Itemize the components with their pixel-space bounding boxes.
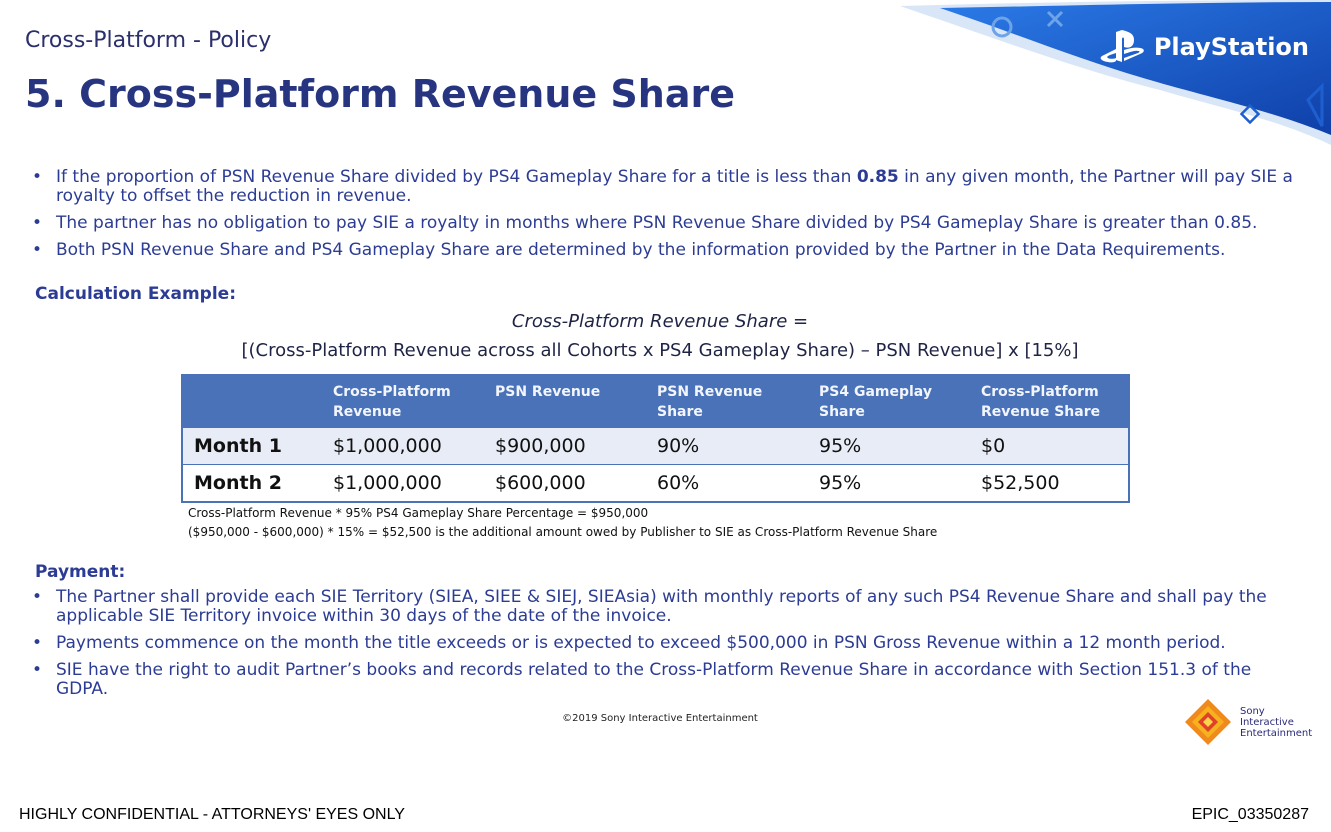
list-item: • Payments commence on the month the title exceeds or is expected to exceed $500,000 in PSN Gross Revenue within a 12 month period. [32, 633, 1226, 653]
sie-logo-text: Sony Interactive Entertainment [1240, 705, 1313, 739]
column-header: PSN Revenue Share [649, 375, 811, 428]
brand-name: PlayStation [1153, 33, 1309, 61]
revenue-share-table [181, 374, 1130, 503]
column-header: Cross-Platform Revenue [325, 375, 487, 428]
column-header: Cross-Platform Revenue Share [973, 375, 1129, 428]
sie-logo [1184, 698, 1312, 746]
formula-expression: [(Cross-Platform Revenue across all Cohorts x PS4 Gameplay Share) – PSN Revenue] x [15%] [241, 340, 1079, 361]
bullet-icon: • [32, 587, 43, 607]
bullet-icon: • [32, 633, 43, 653]
sie-logo-icon [1184, 698, 1232, 746]
table-cell: $52,500 [973, 465, 1129, 503]
table-cell: 95% [811, 465, 973, 503]
bullet-icon: • [32, 213, 43, 233]
table-cell: $1,000,000 [325, 465, 487, 503]
bullet-icon: • [32, 167, 43, 187]
table-cell: $600,000 [487, 465, 649, 503]
table-row [182, 428, 1129, 465]
list-item: • The Partner shall provide each SIE Territory (SIEA, SIEE & SIEJ, SIEAsia) with monthly reports of any such PS4 Revenue Share and shall pay the applicable SIE Territory invoice within 30 days of the date of the invoice. [32, 587, 1267, 626]
table-header-row [182, 375, 1129, 428]
playstation-logo [1100, 30, 1309, 64]
table-cell: 90% [649, 428, 811, 465]
calculation-note: ($950,000 - $600,000) * 15% = $52,500 is the additional amount owed by Publisher to SIE as Cross-Platform Revenue Share [188, 525, 938, 539]
table-cell: $0 [973, 428, 1129, 465]
payment-bullets [30, 588, 1300, 707]
playstation-banner [880, 0, 1331, 145]
playstation-icon [1100, 30, 1144, 64]
table-cell: 95% [811, 428, 973, 465]
table-cell: 60% [649, 465, 811, 503]
copyright: ©2019 Sony Interactive Entertainment [562, 713, 758, 724]
page-title: 5. Cross-Platform Revenue Share [25, 72, 735, 116]
policy-bullets [30, 168, 1300, 268]
column-header [182, 375, 325, 428]
bullet-icon: • [32, 660, 43, 680]
payment-heading: Payment: [35, 562, 126, 582]
table-cell: $900,000 [487, 428, 649, 465]
row-header: Month 2 [182, 465, 325, 503]
calculation-heading: Calculation Example: [35, 284, 236, 304]
section-subtitle: Cross-Platform - Policy [25, 28, 272, 53]
list-item: • SIE have the right to audit Partner’s books and records related to the Cross-Platform Revenue Share in accordance with Section 151.3 of the GDPA. [32, 660, 1252, 699]
list-item: • Both PSN Revenue Share and PS4 Gameplay Share are determined by the information provided by the Partner in the Data Requirements. [32, 240, 1226, 260]
bullet-icon: • [32, 240, 43, 260]
table-row [182, 465, 1129, 503]
formula-label: Cross-Platform Revenue Share = [511, 311, 809, 332]
list-item: • If the proportion of PSN Revenue Share divided by PS4 Gameplay Share for a title is less than 0.85 in any given month, the Partner will pay SIE a royalty to offset the reduction in revenue. [32, 167, 1293, 206]
row-header: Month 1 [182, 428, 325, 465]
list-item: • The partner has no obligation to pay SIE a royalty in months where PSN Revenue Share divided by PS4 Gameplay Share is greater than 0.85. [32, 213, 1258, 233]
table-cell: $1,000,000 [325, 428, 487, 465]
bates-number: EPIC_03350287 [1191, 806, 1309, 823]
column-header: PSN Revenue [487, 375, 649, 428]
column-header: PS4 Gameplay Share [811, 375, 973, 428]
calculation-note: Cross-Platform Revenue * 95% PS4 Gameplay Share Percentage = $950,000 [188, 506, 649, 520]
confidentiality-label: HIGHLY CONFIDENTIAL - ATTORNEYS' EYES ONLY [19, 806, 405, 823]
